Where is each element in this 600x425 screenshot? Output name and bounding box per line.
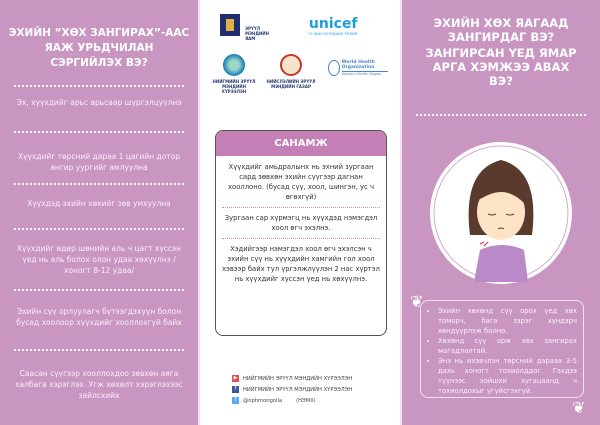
list-item: Хүүхдийг төрсний дараа 1 цагийн дотор ангир уургийг амлуулна: [17, 152, 181, 172]
leaf-icon: ❦: [572, 398, 586, 417]
list-item: Эх, хүүхдийг арьс арьсаар шүргэлцүүлнэ: [16, 98, 182, 107]
nph-logo: НИЙГМИЙН ЭРҮҮЛ МЭНДИЙН ХҮРЭЭЛЭН: [212, 54, 256, 94]
bullet-item: • Энэ нь ихэвчлэн төрсний дараах 3-5 дахь хоногт тохиолддог. Гэхдээ түүнээс хойшхи хугацаанд ч тохиолдохыг үгүйсгэхгүй.: [438, 356, 577, 396]
reminder-item: Хүүхдийг амьдралынх нь эхний зургаан сард зөвхөн эхийн сүүгээр дагнан хооллоно. (бусад сүү, хоол, шингэн, ус ч өгөхгүй): [228, 163, 374, 201]
middle-panel: [198, 0, 402, 425]
divider: [416, 114, 586, 116]
ministry-logo: ЭРҮҮЛ МЭНДИЙН ЯАМ: [220, 14, 276, 44]
divider: [14, 289, 184, 291]
divider: [14, 228, 184, 230]
right-title-1: ЭХИЙН ХӨХ ЯАГААД ЗАНГИРДАГ ВЭ?: [433, 16, 569, 44]
divider: [14, 131, 184, 133]
list-item: Эхийн сүү орлуулагч бүтээгдэхүүн болон бусад хоолоор хүүхдийг хооллохгүй байх: [16, 307, 182, 327]
city-emblem-icon: [280, 54, 302, 76]
facebook-link[interactable]: f НИЙГМИЙН ЭРҮҮЛ МЭНДИЙН ХҮРЭЭЛЭН: [232, 386, 352, 393]
reminder-item: Зургаан сар хүрмэгц нь хүүхдэд нэмэгдэл хоол өгч эхэлнэ.: [224, 214, 378, 232]
left-title: ЭХИЙН “ХӨХ ЗАНГИРАХ”-ААС ЯАЖ УРЬДЧИЛАН СЭРГИЙЛЭХ ВЭ?: [8, 27, 190, 69]
divider: [222, 207, 380, 208]
right-title-2: ЗАНГИРСАН ҮЕД ЯМАР АРГА ХЭМЖЭЭ АВАХ ВЭ?: [425, 46, 577, 88]
bullet-item: • Эхийн хөхөнд сүү орох үед хөх томорч, бага зэрэг хүндэрч хөндүүрлэж болно.: [438, 306, 577, 336]
divider: [14, 349, 184, 351]
soyombo-icon: [220, 14, 240, 36]
reminder-box: [215, 130, 387, 336]
youtube-icon: ▶: [233, 375, 238, 381]
bullet-item: • Хөхөнд сүү орж хөх зангирах магадлалтай.: [438, 336, 577, 356]
divider: [14, 85, 184, 87]
who-emblem-icon: [328, 60, 340, 76]
facebook-icon: f: [232, 386, 239, 393]
left-panel: [0, 0, 198, 425]
list-item: Саасан сүүгээр хооллохдоо зөвхөн аяга халбага хэрэглэх. Угж хөхөлт хэрэглэхээс зайлсхийх: [15, 369, 183, 400]
list-item: Хүүхдийг өдөр шөнийн аль ч цагт хүссэн үед нь аль болох олон удаа хөхүүлнэ /хоногт 8-12 удаа/: [16, 244, 182, 275]
city-health-logo: НИЙСЛЭЛИЙН ЭРҮҮЛ МЭНДИЙН ГАЗАР: [266, 54, 316, 89]
twitter-link[interactable]: t @nphmongolia (НЭМХ): [232, 397, 316, 404]
twitter-icon: t: [232, 397, 239, 404]
right-panel: [402, 0, 600, 425]
who-logo: World Health Organization Western Pacific Region: [328, 60, 388, 76]
unicef-logo: unicef 70 ЖИЛ ХҮҮХДИЙН ТӨЛӨӨ: [308, 16, 358, 36]
divider: [222, 238, 380, 239]
reminder-header: САНАМЖ: [216, 131, 386, 156]
nph-emblem-icon: [223, 54, 245, 76]
woman-breast-pain-illustration: [428, 140, 574, 286]
list-item: Хүүхдэд эхийн хөхийг зөв умхуулна: [27, 199, 171, 208]
info-box: [420, 300, 584, 398]
youtube-link[interactable]: ▶ НИЙГМИЙН ЭРҮҮЛ МЭНДИЙН ХҮРЭЭЛЭН: [233, 375, 353, 382]
reminder-item: Хэдийгээр нэмэгдэл хоол өгч эхэлсэн ч эхийн сүү нь хүүхдийн хамгийн гол хоол хэвээр байх тул үргэлжлүүлэн 2 нас хүртэл нь хүүхдийг хүссэн үед нь хөхүүлнэ.: [222, 245, 380, 283]
divider: [14, 183, 184, 185]
leaf-icon: ❦: [410, 292, 424, 311]
